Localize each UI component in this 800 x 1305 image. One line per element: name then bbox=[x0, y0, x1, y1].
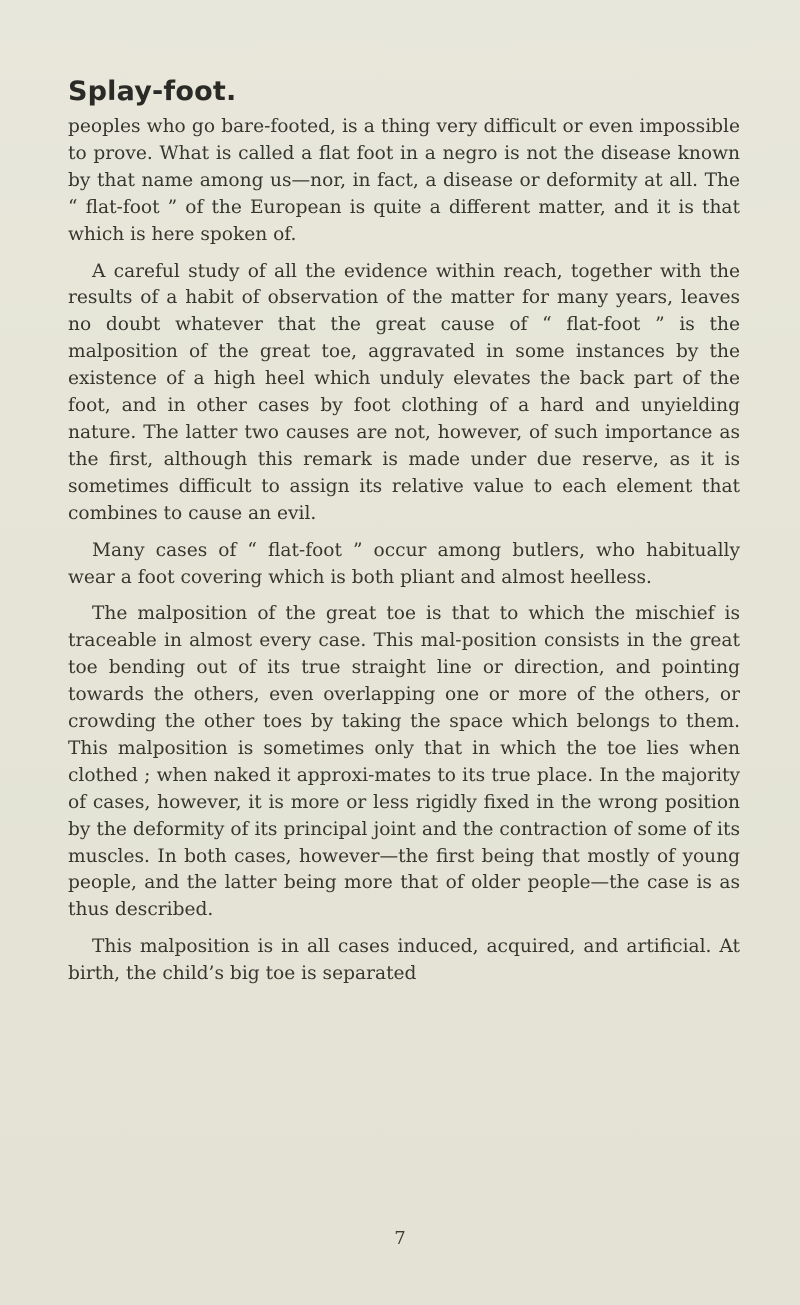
paragraph-continuation: peoples who go bare-footed, is a thing very difficult or even impossible to prove. What is called a flat foot in a negro is not the disease known by that name among us—nor, in fact, a disease or deformity at all. The “ flat-foot ” of the European is quite a different matter, and it is that which is here spoken of. bbox=[68, 116, 740, 245]
page-number: 7 bbox=[394, 1228, 406, 1249]
paragraph-careful-study: A careful study of all the evidence within reach, together with the results of a habit of observation of the matter for many years, leaves no doubt whatever that the great cause of “ flat-foot ” is the malposition of the great toe, aggravated in some instances by the existence of a high heel which unduly elevates the back part of the foot, and in other cases by foot clothing of a hard and unyielding nature. The latter two causes are not, however, of such importance as the first, although this remark is made under due reserve, as it is sometimes difficult to assign its relative value to each element that combines to cause an evil. bbox=[68, 260, 740, 524]
page-heading: Splay-foot. bbox=[68, 76, 237, 107]
body-text bbox=[68, 114, 740, 998]
paragraph-malposition: The malposition of the great toe is that to which the mischief is traceable in almost every case. This mal-position consists in the great toe bending out of its true straight line or direction, and pointing towards the others, even overlapping one or more of the others, or crowding the other toes by taking the space which belongs to them. This malposition is sometimes only that in which the toe lies when clothed ; when naked it approxi-mates to its true place. In the majority of cases, however, it is more or less rigidly fixed in the wrong position by the deformity of its principal joint and the contraction of some of its muscles. In both cases, however—the first being that mostly of young people, and the latter being more that of older people—the case is as thus described. bbox=[68, 603, 740, 921]
paragraph-induced: This malposition is in all cases induced, acquired, and artificial. At birth, the child’s big toe is separated bbox=[68, 936, 740, 985]
paragraph-butlers: Many cases of “ flat-foot ” occur among butlers, who habitually wear a foot covering which is both pliant and almost heelless. bbox=[68, 539, 740, 588]
